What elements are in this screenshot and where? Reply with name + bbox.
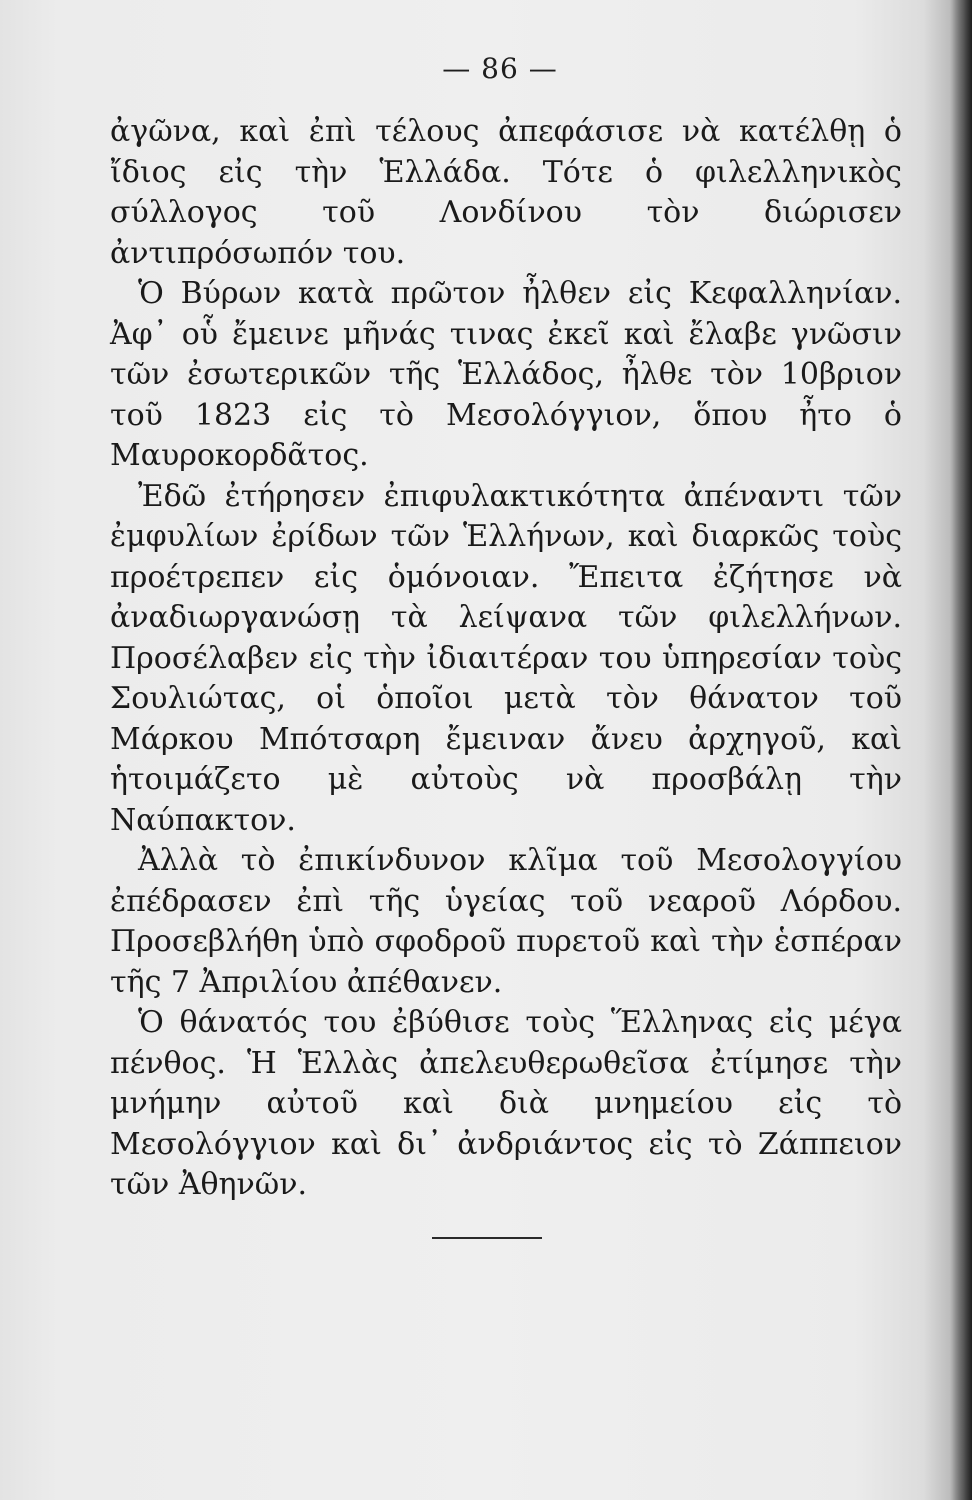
paragraph-byron-arrival: Ὁ Βύρων κατὰ πρῶτον ἦλθεν εἰς Κεφαλληνίαν. Ἀφ᾽ οὗ ἔμεινε μῆνάς τινας ἐκεῖ καὶ ἔλαβε γνῶσιν τῶν ἐσωτερικῶν τῆς Ἑλλάδος, ἦλθε τὸν 10βριον τοῦ 1823 εἰς τὸ Μεσολόγγιον, ὅπου ἦτο ὁ Μαυροκορδᾶτος.	[110, 276, 902, 473]
paragraph-byron-death: Ὁ θάνατός του ἐβύθισε τοὺς Ἕλληνας εἰς μέγα πένθος. Ἡ Ἑλλὰς ἀπελευθερωθεῖσα ἐτίμησε τὴν μνήμην αὐτοῦ καὶ διὰ μνημείου εἰς τὸ Μεσολόγγιον καὶ δι᾽ ἀνδριάντος εἰς τὸ Ζάππειον τῶν Ἀθηνῶν.	[110, 1005, 902, 1202]
paragraph-continued: ἀγῶνα, καὶ ἐπὶ τέλους ἀπεφάσισε νὰ κατέλθῃ ὁ ἴδιος εἰς τὴν Ἑλλάδα. Τότε ὁ φιλελληνικὸς σύλλογος τοῦ Λονδίνου τὸν διώρισεν ἀντιπρόσωπόν του.	[110, 114, 902, 271]
paragraph-byron-illness: Ἀλλὰ τὸ ἐπικίνδυνον κλῖμα τοῦ Μεσολογγίου ἐπέδρασεν ἐπὶ τῆς ὑγείας τοῦ νεαροῦ Λόρδου. Προσεβλήθη ὑπὸ σφοδροῦ πυρετοῦ καὶ τὴν ἑσπέραν τῆς 7 Ἀπριλίου ἀπέθανεν.	[110, 843, 902, 1000]
paragraph-byron-actions: Ἐδῶ ἐτήρησεν ἐπιφυλακτικότητα ἀπέναντι τῶν ἐμφυλίων ἐρίδων τῶν Ἑλλήνων, καὶ διαρκῶς τοὺς προέτρεπεν εἰς ὁμόνοιαν. Ἔπειτα ἐζήτησε νὰ ἀναδιωργανώσῃ τὰ λείψανα τῶν φιλελλήνων. Προσέλαβεν εἰς τὴν ἰδιαιτέραν του ὑπηρεσίαν τοὺς Σουλιώτας, οἱ ὁποῖοι μετὰ τὸν θάνατον τοῦ Μάρκου Μπότσαρη ἔμειναν ἄνευ ἀρχηγοῦ, καὶ ἡτοιμάζετο μὲ αὐτοὺς νὰ προσβάλῃ τὴν Ναύπακτον.	[110, 478, 902, 838]
section-end-rule	[432, 1237, 542, 1239]
page-spine-shadow	[950, 0, 972, 1500]
page-number: — 86 —	[442, 52, 558, 85]
body-text	[110, 112, 902, 1206]
